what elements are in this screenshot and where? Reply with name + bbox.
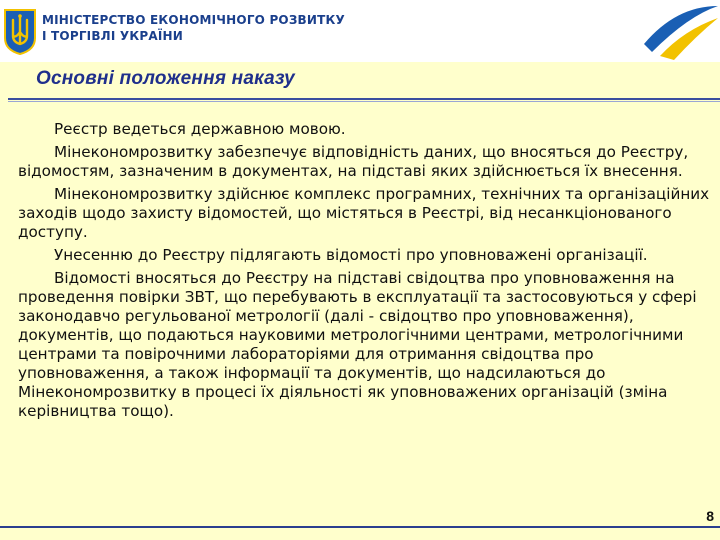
title-divider: [8, 98, 720, 100]
paragraph: Унесенню до Реєстру підлягають відомості про уповноважені організації.: [54, 246, 648, 264]
ministry-logo: [632, 0, 720, 62]
footer-divider: [0, 526, 720, 528]
paragraph: Реєстр ведеться державною мовою.: [54, 120, 346, 138]
header: [0, 0, 720, 62]
ministry-line-2: І ТОРГІВЛІ УКРАЇНИ: [42, 29, 183, 43]
coat-of-arms-icon: [3, 8, 37, 56]
paragraph: Мінекономрозвитку забезпечує відповідність даних, що вносяться до Реєстру, відомостям, зазначеним в документах, на підставі яких здійснюється їх внесення.: [18, 143, 689, 180]
ministry-line-1: МІНІСТЕРСТВО ЕКОНОМІЧНОГО РОЗВИТКУ: [42, 13, 345, 27]
page-number: 8: [706, 508, 714, 524]
title-divider-thin: [8, 101, 720, 102]
content-body: [18, 120, 712, 425]
ministry-name: [42, 12, 345, 60]
paragraph: Мінекономрозвитку здійснює комплекс програмних, технічних та організаційних заходів щодо захисту відомостей, що містяться в Реєстрі, від несанкціонованого доступу.: [18, 185, 710, 241]
swoosh-logo-icon: [632, 0, 720, 62]
page-title: Основні положення наказу: [36, 68, 295, 89]
paragraph: Відомості вносяться до Реєстру на підставі свідоцтва про уповноваження на проведення повірки ЗВТ, що перебувають в експлуатації та застосовуються у сфері законодавчо регульованої метрології (далі - свідоцтво про уповноваження), документів, що подаються науковими метрологічними центрами, метрологічними центрами та повірочними лабораторіями для отримання свідоцтва про уповноваження, а також інформації та документів, що надсилаються до Мінекономрозвитку в процесі їх діяльності як уповноважених організацій (зміна керівництва тощо).: [18, 269, 697, 420]
